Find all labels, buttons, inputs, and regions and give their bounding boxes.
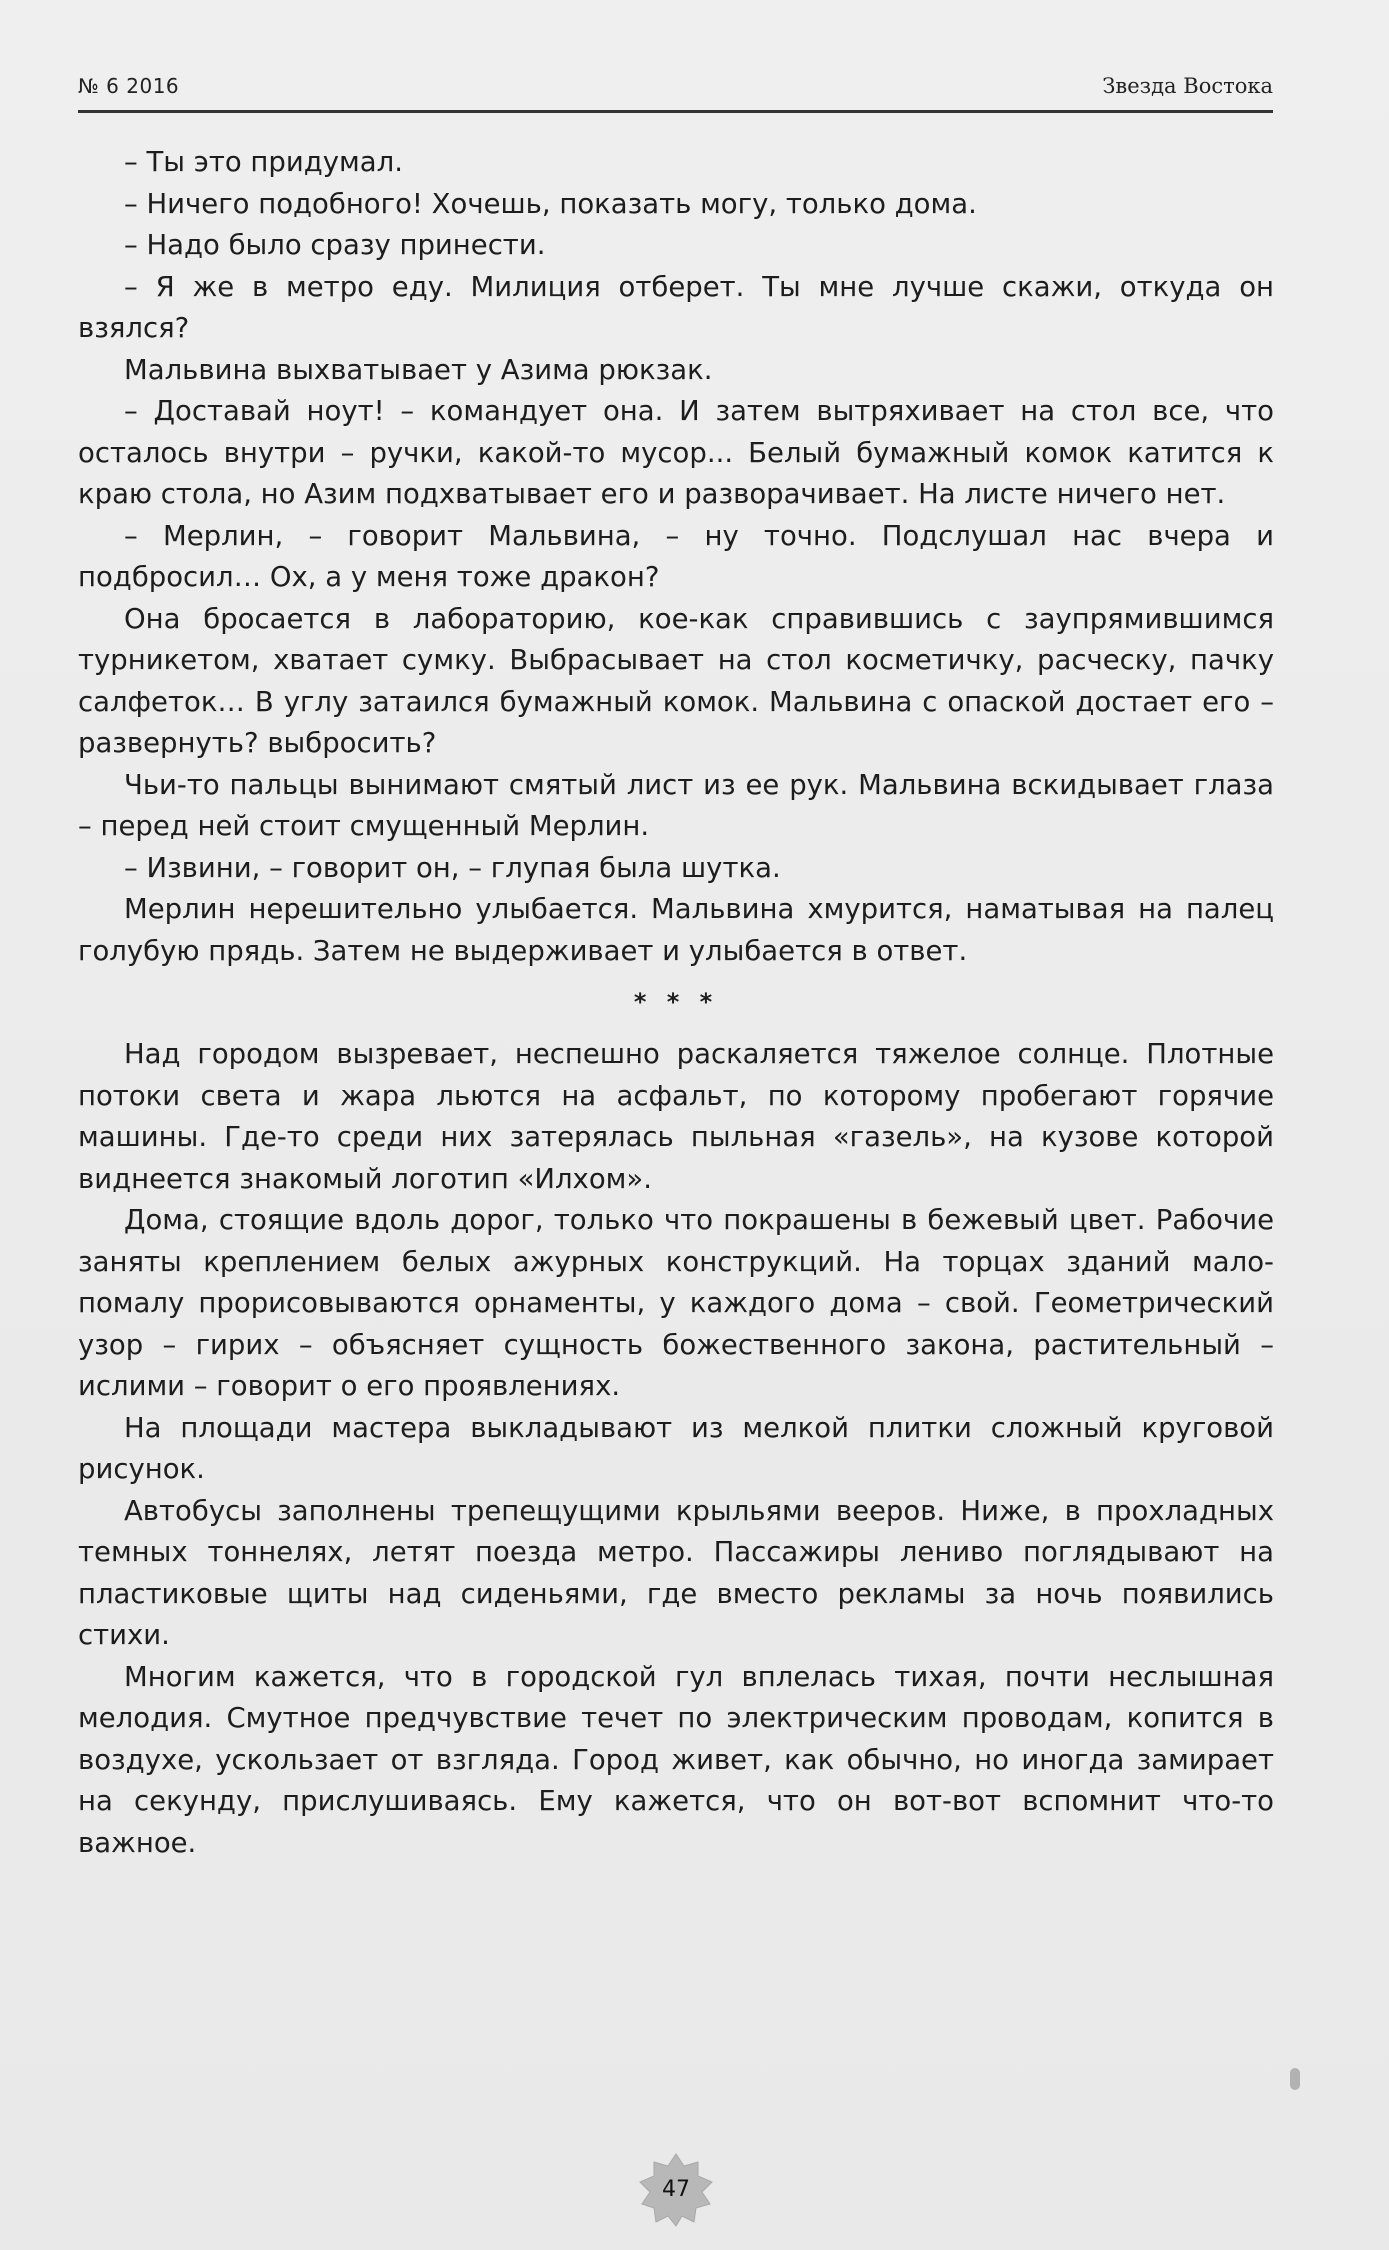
running-header [78,70,1273,113]
paragraph: – Ты это придумал. [124,146,403,178]
page-number: 47 [662,2177,690,2202]
paragraph: Она бросается в лабораторию, кое-как справившись с заупрямившимся турникетом, хватает сумку. Выбрасывает на стол косметичку, расческу, пачку салфеток… В углу затаился бумажный комок. Мальвина с опаской достает его – развернуть? выбросить? [78,602,1274,759]
paragraph: – Надо было сразу принести. [124,229,546,261]
paragraph: На площади мастера выкладывают из мелкой плитки сложный круговой рисунок. [78,1411,1274,1485]
paragraph: Чьи-то пальцы вынимают смятый лист из ее рук. Мальвина вскидывает глаза – перед ней стоит смущенный Мерлин. [78,768,1274,842]
paragraph: Над городом вызревает, неспешно раскаляется тяжелое солнце. Плотные потоки света и жара льются на асфальт, по которому пробегают горячие машины. Где-то среди них затерялась пыльная «газель», на кузове которой виднеется знакомый логотип «Илхом». [78,1038,1274,1195]
paragraph: Мальвина выхватывает у Азима рюкзак. [124,353,713,386]
paragraph: – Ничего подобного! Хочешь, показать могу, только дома. [124,187,977,220]
paragraph: – Я же в метро еду. Милиция отберет. Ты мне лучше скажи, откуда он взялся? [78,270,1274,344]
issue-number: № 6 2016 [78,74,180,98]
paragraph: Дома, стоящие вдоль дорог, только что покрашены в бежевый цвет. Рабочие заняты креплением белых ажурных конструкций. На торцах зданий мало-помалу прорисовываются орнаменты, у каждого дома – свой. Геометрический узор – гирих – объясняет сущность божественного закона, растительный – ислими – говорит о его проявлениях. [78,1204,1274,1402]
paragraph: Многим кажется, что в городской гул вплелась тихая, почти неслышная мелодия. Смутное предчувствие течет по электрическим проводам, копится в воздухе, ускользает от взгляда. Город живет, как обычно, но иногда замирает на секунду, прислушиваясь. Ему кажется, что он вот-вот вспомнит что-то важное. [78,1660,1274,1859]
paragraph: – Мерлин, – говорит Мальвина, – ну точно. Подслушал нас вчера и подбросил… Ох, а у меня тоже дракон? [78,519,1274,593]
page-edge-mark [1290,2068,1300,2090]
page-number-badge [638,2152,714,2228]
article-body [78,142,1274,1864]
paragraph: Мерлин нерешительно улыбается. Мальвина хмурится, наматывая на палец голубую прядь. Затем не выдерживает и улыбается в ответ. [78,893,1274,967]
paragraph: Автобусы заполнены трепещущими крыльями вееров. Ниже, в прохладных темных тоннелях, летят поезда метро. Пассажиры лениво поглядывают на пластиковые щиты над сиденьями, где вместо рекламы за ночь появились стихи. [78,1494,1274,1651]
journal-title: Звезда Востока [1102,74,1273,98]
section-separator: * * * [633,988,719,1016]
paragraph: – Извини, – говорит он, – глупая была шутка. [124,851,781,884]
paragraph: – Доставай ноут! – командует она. И затем вытряхивает на стол все, что осталось внутри – ручки, какой-то мусор... Белый бумажный комок катится к краю стола, но Азим подхватывает его и разворачивает. На листе ничего нет. [78,395,1274,510]
